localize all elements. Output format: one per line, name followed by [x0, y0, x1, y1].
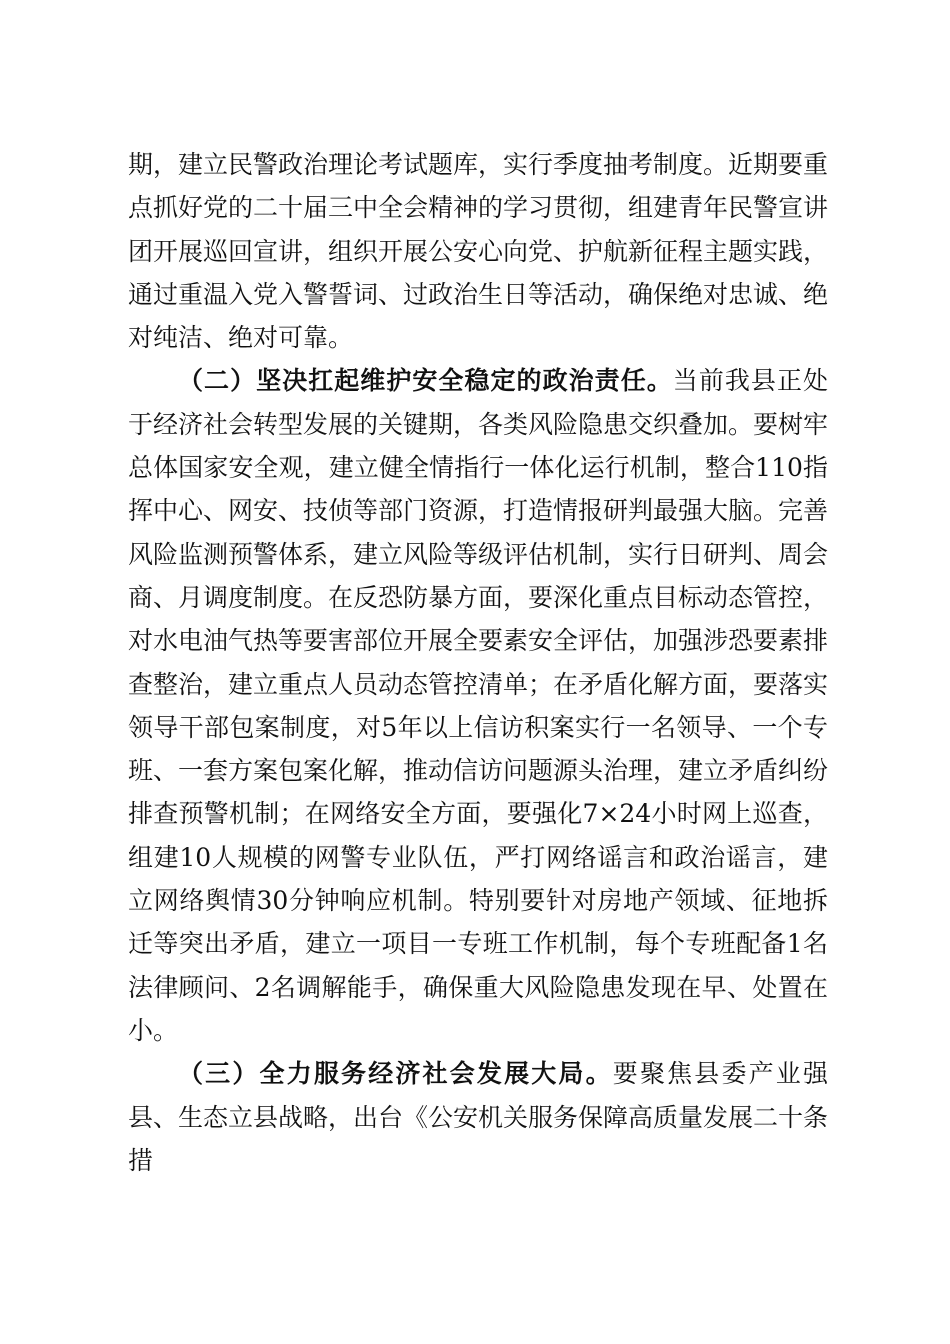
paragraph-section-3	[128, 1052, 828, 1182]
section-heading: （二）坚决扛起维护安全稳定的政治责任。	[178, 366, 673, 396]
paragraph-continuation	[128, 143, 828, 359]
document-body	[128, 143, 828, 1182]
paragraph-text: 要聚焦县委产业强县、生态立县战略，出台《公安机关服务保障高质量发展二十条措	[128, 1059, 829, 1175]
paragraph-section-2	[128, 359, 828, 1052]
paragraph-text: 当前我县正处于经济社会转型发展的关键期，各类风险隐患交织叠加。要树牢总体国家安全观，建立健全情指行一体化运行机制，整合110指挥中心、网安、技侦等部门资源，打造情报研判最强大脑。完善风险监测预警体系，建立风险等级评估机制，实行日研判、周会商、月调度制度。在反恐防暴方面，要深化重点目标动态管控，对水电油气热等要害部位开展全要素安全评估，加强涉恐要素排查整治，建立重点人员动态管控清单；在矛盾化解方面，要落实领导干部包案制度，对5年以上信访积案实行一名领导、一个专班、一套方案包案化解，推动信访问题源头治理，建立矛盾纠纷排查预警机制；在网络安全方面，要强化7×24小时网上巡查，组建10人规模的网警专业队伍，严打网络谣言和政治谣言，建立网络舆情30分钟响应机制。特别要针对房地产领域、征地拆迁等突出矛盾，建立一项目一专班工作机制，每个专班配备1名法律顾问、2名调解能手，确保重大风险隐患发现在早、处置在小。	[128, 366, 829, 1045]
paragraph-text: 期，建立民警政治理论考试题库，实行季度抽考制度。近期要重点抓好党的二十届三中全会精神的学习贯彻，组建青年民警宣讲团开展巡回宣讲，组织开展公安心向党、护航新征程主题实践，通过重温入党入警誓词、过政治生日等活动，确保绝对忠诚、绝对纯洁、绝对可靠。	[128, 150, 829, 353]
section-heading: （三）全力服务经济社会发展大局。	[178, 1059, 613, 1089]
